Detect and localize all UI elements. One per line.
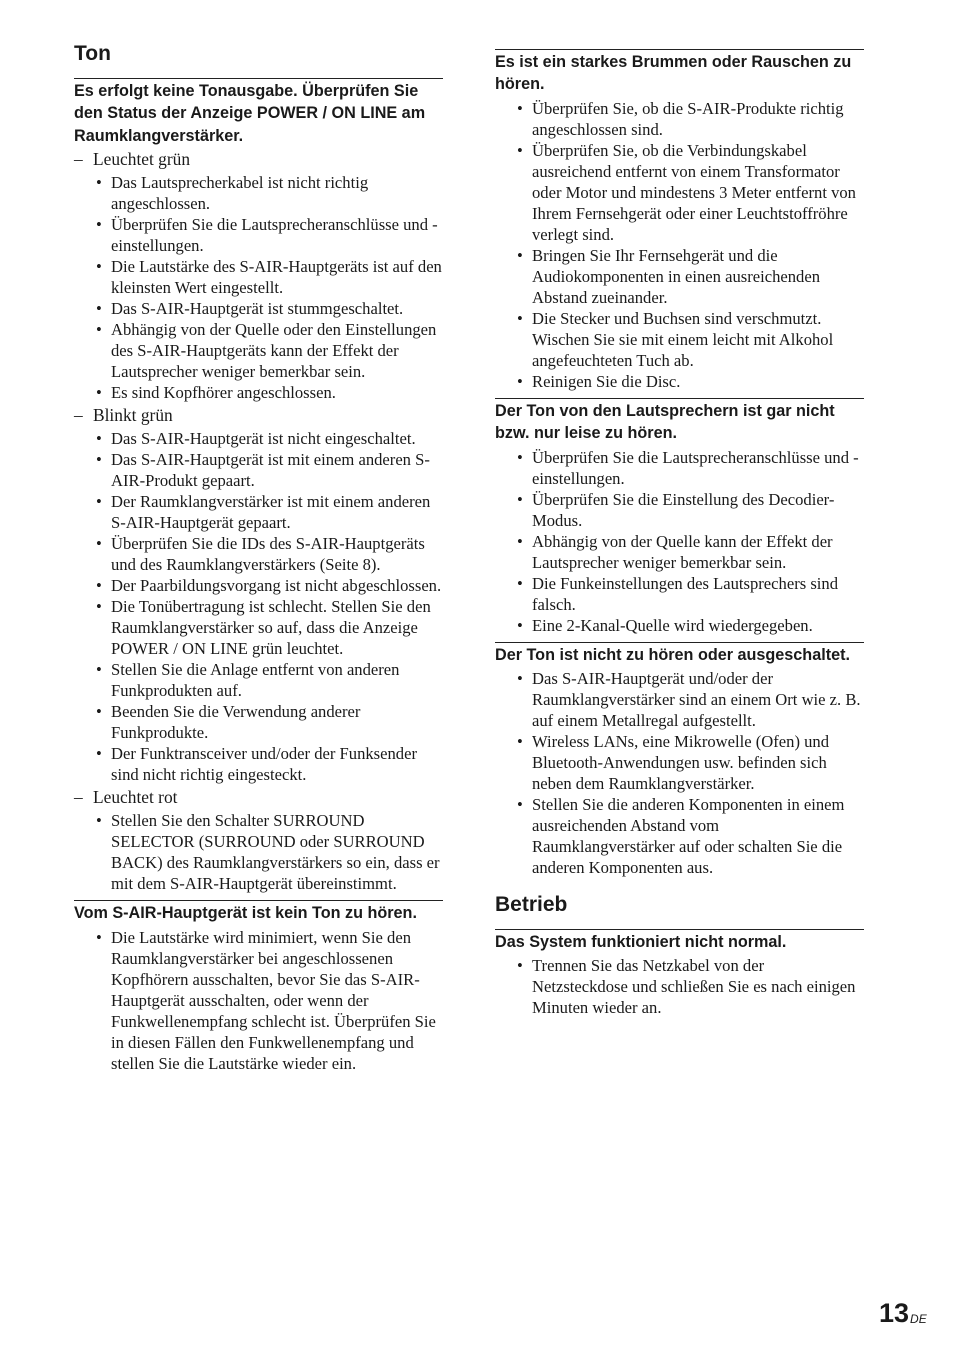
bullet-icon: • [517, 308, 523, 328]
dash-group-label [74, 787, 443, 808]
list-item-text: Überprüfen Sie die IDs des S-AIR-Hauptgeräts und des Raumklangverstärkers (Seite 8). [111, 534, 425, 575]
q2-heading: Vom S-AIR-Hauptgerät ist kein Ton zu hören. [74, 904, 417, 923]
list-item-text: Bringen Sie Ihr Fernsehgerät und die Audiokomponenten in einen ausreichenden Abstand zueinander. [532, 245, 821, 307]
bullet-icon: • [517, 669, 523, 689]
list-item [495, 573, 864, 615]
list-item [495, 731, 864, 794]
list-item [495, 371, 864, 392]
list-item-text: Stellen Sie die Anlage entfernt von anderen Funkprodukten auf. [111, 660, 400, 701]
list-item [495, 531, 864, 573]
q3-heading: Es ist ein starkes Brummen oder Rauschen zu hören. [495, 53, 852, 94]
bullet-icon: • [517, 956, 523, 976]
bullet-icon: • [96, 173, 102, 193]
q5-list [495, 668, 864, 878]
left-column [74, 40, 443, 1074]
list-item-text: Die Funkeinstellungen des Lautsprechers sind falsch. [532, 573, 838, 614]
list-item-text: Das Lautsprecherkabel ist nicht richtig angeschlossen. [111, 173, 369, 214]
list-item-text: Abhängig von der Quelle oder den Einstellungen des S-AIR-Hauptgeräts kann der Effekt der Lautsprecher weniger bemerkbar sein. [111, 320, 437, 382]
list-item [74, 172, 443, 214]
bullet-icon: • [96, 450, 102, 470]
list-item-text: Der Paarbildungsvorgang ist nicht abgeschlossen. [111, 576, 442, 596]
bullet-icon: • [517, 573, 523, 593]
page-number-value: 13 [879, 1298, 910, 1328]
bullet-icon: • [96, 383, 102, 403]
section-title-betrieb: Betrieb [495, 893, 568, 917]
list-item-text: Das S-AIR-Hauptgerät ist stummgeschaltet. [111, 299, 404, 319]
list-item [495, 794, 864, 878]
list-item-text: Stellen Sie die anderen Komponenten in einem ausreichenden Abstand vom Raumklangverstärker auf oder schalten Sie die anderen Komponenten aus. [532, 795, 845, 878]
list-item [74, 449, 443, 491]
bullet-icon: • [517, 795, 523, 815]
list-item [74, 319, 443, 382]
q6-block [495, 929, 864, 1018]
bullet-icon: • [96, 597, 102, 617]
dash-icon: – [74, 787, 83, 808]
list-item-text: Abhängig von der Quelle kann der Effekt der Lautsprecher weniger bemerkbar sein. [532, 531, 833, 572]
list-item-text: Der Funktransceiver und/oder der Funksender sind nicht richtig eingesteckt. [111, 744, 417, 785]
dash-label-text: Blinkt grün [93, 405, 173, 426]
dash-group-label [74, 149, 443, 170]
list-item-text: Reinigen Sie die Disc. [532, 371, 681, 391]
bullet-icon: • [96, 811, 102, 831]
q6-list [495, 955, 864, 1018]
list-item [74, 743, 443, 785]
list-item [74, 382, 443, 403]
bullet-icon: • [96, 576, 102, 596]
list-item [495, 447, 864, 489]
list-item-text: Das S-AIR-Hauptgerät und/oder der Raumklangverstärker sind an einem Ort wie z. B. auf einem Metallregal aufgestellt. [532, 669, 861, 731]
list-item [74, 659, 443, 701]
list-item-text: Stellen Sie den Schalter SURROUND SELECTOR (SURROUND oder SURROUND BACK) des Raumklangverstärkers so ein, dass er mit dem S-AIR-Hauptgerät übereinstimmt. [111, 811, 440, 894]
list-item-text: Trennen Sie das Netzkabel von der Netzsteckdose und schließen Sie es nach einigen Minuten wieder an. [532, 956, 856, 1018]
list-item [74, 927, 443, 1074]
bullet-icon: • [96, 702, 102, 722]
list-item [74, 428, 443, 449]
q1-heading: Es erfolgt keine Tonausgabe. Überprüfen Sie den Status der Anzeige POWER / ON LINE am Raumklangverstärker. [74, 82, 426, 145]
list-item [74, 256, 443, 298]
q4-block [495, 398, 864, 636]
list-item [74, 701, 443, 743]
list-item-text: Es sind Kopfhörer angeschlossen. [111, 383, 336, 403]
list-item-text: Überprüfen Sie, ob die S-AIR-Produkte richtig angeschlossen sind. [532, 98, 844, 139]
q4-list [495, 447, 864, 636]
bullet-icon: • [96, 257, 102, 277]
q3-list [495, 98, 864, 392]
bullet-icon: • [96, 320, 102, 340]
dash-group-list [74, 810, 443, 894]
q2-list [74, 927, 443, 1074]
bullet-icon: • [96, 927, 102, 947]
bullet-icon: • [517, 489, 523, 509]
bullet-icon: • [96, 660, 102, 680]
right-column [495, 40, 864, 1018]
page-number [879, 1297, 927, 1329]
q5-block [495, 642, 864, 878]
list-item [495, 955, 864, 1018]
bullet-icon: • [517, 447, 523, 467]
section-title-ton: Ton [74, 42, 111, 65]
list-item-text: Die Lautstärke des S-AIR-Hauptgeräts ist auf den kleinsten Wert eingestellt. [111, 257, 442, 298]
bullet-icon: • [96, 744, 102, 764]
list-item-text: Die Stecker und Buchsen sind verschmutzt. Wischen Sie sie mit einem leicht mit Alkohol angefeuchteten Tuch ab. [532, 308, 834, 370]
list-item [495, 668, 864, 731]
list-item-text: Überprüfen Sie die Lautsprecheranschlüsse und -einstellungen. [532, 447, 859, 488]
list-item-text: Der Raumklangverstärker ist mit einem anderen S-AIR-Hauptgerät gepaart. [111, 492, 431, 533]
bullet-icon: • [517, 98, 523, 118]
bullet-icon: • [96, 492, 102, 512]
dash-icon: – [74, 149, 83, 170]
list-item [495, 98, 864, 140]
list-item [495, 245, 864, 308]
list-item-text: Beenden Sie die Verwendung anderer Funkprodukte. [111, 702, 361, 743]
list-item [74, 810, 443, 894]
bullet-icon: • [517, 371, 523, 391]
list-item [74, 596, 443, 659]
list-item [74, 214, 443, 256]
q1-block [74, 78, 443, 894]
q6-heading: Das System funktioniert nicht normal. [495, 933, 787, 952]
dash-group-label [74, 405, 443, 426]
bullet-icon: • [517, 531, 523, 551]
q3-block [495, 49, 864, 392]
list-item [74, 575, 443, 596]
bullet-icon: • [96, 215, 102, 235]
q2-block [74, 900, 443, 1073]
dash-group-list [74, 172, 443, 403]
dash-icon: – [74, 405, 83, 426]
list-item [74, 533, 443, 575]
list-item [495, 489, 864, 531]
dash-label-text: Leuchtet rot [93, 787, 178, 808]
list-item-text: Wireless LANs, eine Mikrowelle (Ofen) und Bluetooth-Anwendungen usw. befinden sich neben dem Raumklangverstärker. [532, 732, 830, 794]
list-item [74, 298, 443, 319]
page-language: DE [910, 1312, 927, 1326]
list-item [495, 308, 864, 371]
list-item-text: Das S-AIR-Hauptgerät ist nicht eingeschaltet. [111, 429, 416, 449]
bullet-icon: • [517, 140, 523, 160]
bullet-icon: • [517, 732, 523, 752]
list-item-text: Überprüfen Sie, ob die Verbindungskabel ausreichend entfernt von einem Transformator oder Motor und mindestens 3 Meter entfernt von Ihrem Fernsehgerät oder einer Leuchtstoffröhre verlegt sind. [532, 140, 856, 244]
list-item [74, 491, 443, 533]
list-item-text: Das S-AIR-Hauptgerät ist mit einem anderen S-AIR-Produkt gepaart. [111, 450, 430, 491]
bullet-icon: • [517, 615, 523, 635]
list-item [495, 140, 864, 245]
list-item-text: Überprüfen Sie die Einstellung des Decodier-Modus. [532, 489, 835, 530]
list-item-text: Die Tonübertragung ist schlecht. Stellen Sie den Raumklangverstärker so auf, dass die Anzeige POWER / ON LINE grün leuchtet. [111, 597, 431, 659]
q5-heading: Der Ton ist nicht zu hören oder ausgeschaltet. [495, 645, 850, 664]
dash-group-list [74, 428, 443, 785]
bullet-icon: • [96, 429, 102, 449]
dash-label-text: Leuchtet grün [93, 149, 191, 170]
list-item-text: Eine 2-Kanal-Quelle wird wiedergegeben. [532, 615, 813, 635]
list-item-text: Die Lautstärke wird minimiert, wenn Sie den Raumklangverstärker bei angeschlossenen Kopfhörern ausschalten, bevor Sie das S-AIR-Hauptgerät ausschalten, oder wenn der Funkwellenempfang schlecht ist. Überprüfen Sie in diesen Fällen den Funkwellenempfang und stellen Sie die Lautstärke wieder ein. [111, 927, 436, 1073]
bullet-icon: • [517, 245, 523, 265]
q4-heading: Der Ton von den Lautsprechern ist gar nicht bzw. nur leise zu hören. [495, 401, 835, 443]
bullet-icon: • [96, 534, 102, 554]
q1-groups [74, 149, 443, 894]
bullet-icon: • [96, 299, 102, 319]
list-item [495, 615, 864, 636]
list-item-text: Überprüfen Sie die Lautsprecheranschlüsse und -einstellungen. [111, 215, 438, 256]
